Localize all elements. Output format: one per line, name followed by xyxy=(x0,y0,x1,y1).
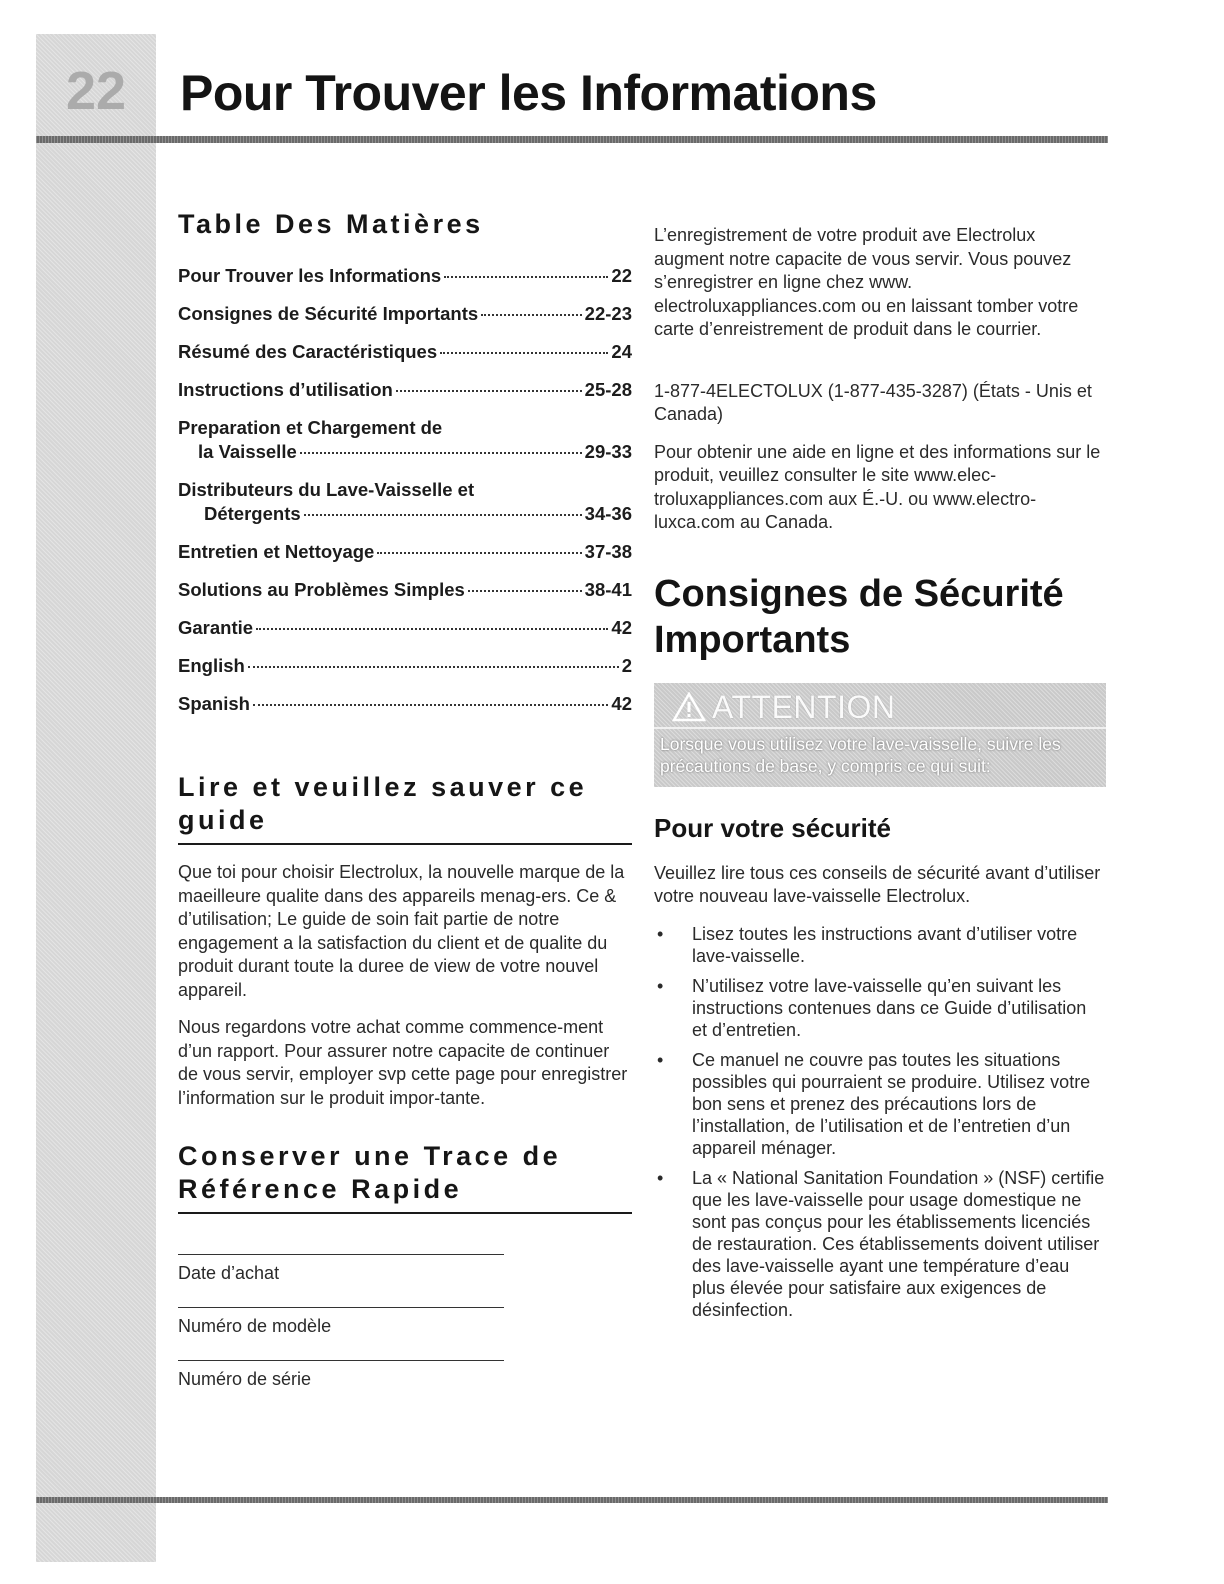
attention-text: Lorsque vous utilisez votre lave-vaisselle, suivre les précautions de base, y compris ce qui suit: xyxy=(660,733,1061,776)
list-item xyxy=(654,975,1106,1041)
toc-entry-label-continued: la Vaisselle xyxy=(198,441,297,462)
right-column xyxy=(654,224,1106,1329)
list-item xyxy=(654,1167,1106,1321)
header-rule xyxy=(36,136,1108,143)
toc-entry-page: 42 xyxy=(611,617,632,638)
read-guide-paragraph-2: Nous regardons votre achat comme commence-ment d’un rapport. Pour assurer notre capacite de continuer de vous servir, employer svp cette page pour enregistrer l’information sur le produit impor-tante. xyxy=(178,1017,628,1108)
heading-rule xyxy=(178,843,632,845)
model-number-line[interactable] xyxy=(178,1307,504,1308)
read-guide-section xyxy=(178,771,632,1110)
model-number-label: Numéro de modèle xyxy=(178,1316,332,1336)
toc-entry-label: Garantie xyxy=(178,617,254,638)
table-of-contents xyxy=(178,265,632,731)
toc-entry-page: 25-28 xyxy=(584,379,632,400)
toc-entry[interactable] xyxy=(178,541,632,579)
phone-paragraph: 1-877-4ELECTOLUX (1-877-435-3287) (États - Unis et Canada) xyxy=(654,380,1092,424)
toc-entry-page: 22 xyxy=(611,265,632,286)
bullet: • xyxy=(657,1167,664,1188)
toc-entry-page: 29-33 xyxy=(584,441,632,462)
toc-entry-page: 42 xyxy=(611,693,632,714)
toc-entry-label: Solutions au Problèmes Simples xyxy=(178,579,465,600)
toc-entry-label: Consignes de Sécurité Importants xyxy=(178,303,479,324)
safety-intro: Veuillez lire tous ces conseils de sécurité avant d’utiliser votre nouveau lave-vaisselle Electrolux. xyxy=(654,862,1101,906)
read-guide-paragraph-1: Que toi pour choisir Electrolux, la nouvelle marque de la maeilleure qualite dans des appareils menag-ers. Ce & d’utilisation; Le guide de soin fait partie de notre engagement a la satisfaction du client et de qualite du produit durant toute la duree de view de votre nouvel appareil. xyxy=(178,862,625,1000)
toc-entry-page: 22-23 xyxy=(584,303,632,324)
toc-entry[interactable] xyxy=(178,655,632,693)
toc-entry-label: English xyxy=(178,655,245,676)
record-section xyxy=(178,1140,632,1391)
toc-entry-label: Preparation et Chargement de xyxy=(178,417,443,438)
toc-entry-page: 24 xyxy=(611,341,632,362)
left-column xyxy=(178,208,632,1413)
toc-entry-page: 37-38 xyxy=(584,541,632,562)
list-item-text: La « National Sanitation Foundation » (NSF) certifie que les lave-vaisselle pour usage domestique ne sont pas conçus pour les établissements licenciés de restauration. Ces établissements doivent utiliser des lave-vaisselle ayant une température d’eau plus élevée pour satisfaire aux exigences de désinfection. xyxy=(692,1167,1105,1320)
toc-entry[interactable] xyxy=(178,417,632,465)
list-item-text: Ce manuel ne couvre pas toutes les situations possibles qui pourraient se produire. Utilisez votre bon sens et prenez des précautions lors de l’installation, de l’utilisation et de l’entretien d’un appareil ménager. xyxy=(692,1049,1091,1158)
dot-leader xyxy=(377,552,581,554)
dot-leader xyxy=(253,704,608,706)
safety-heading-line1: Consignes de Sécurité xyxy=(654,572,1064,615)
toc-entry-page: 2 xyxy=(621,655,632,676)
toc-entry[interactable] xyxy=(178,341,632,379)
heading-rule xyxy=(178,1212,632,1214)
dot-leader xyxy=(248,666,619,668)
purchase-date-line[interactable] xyxy=(178,1254,504,1255)
dot-leader xyxy=(256,628,608,630)
toc-entry-label: Résumé des Caractéristiques xyxy=(178,341,438,362)
toc-entry[interactable] xyxy=(178,479,632,527)
toc-entry-label: Spanish xyxy=(178,693,250,714)
purchase-date-label: Date d’achat xyxy=(178,1263,280,1283)
safety-heading xyxy=(654,571,1106,663)
page-number: 22 xyxy=(65,61,127,121)
toc-entry-page: 38-41 xyxy=(584,579,632,600)
toc-entry[interactable] xyxy=(178,693,632,731)
read-guide-heading-line1: Lire et veuillez sauver ce xyxy=(178,772,588,802)
record-heading-line2: Référence Rapide xyxy=(178,1174,463,1204)
toc-heading: Table Des Matières xyxy=(178,209,484,239)
dot-leader xyxy=(300,452,582,454)
read-guide-heading-line2: guide xyxy=(178,805,268,835)
dot-leader xyxy=(468,590,582,592)
attention-box xyxy=(654,683,1106,787)
list-item-text: Lisez toutes les instructions avant d’utiliser votre lave-vaisselle. xyxy=(692,923,1078,966)
dot-leader xyxy=(481,314,581,316)
online-help-paragraph: Pour obtenir une aide en ligne et des informations sur le produit, veuillez consulter le site www.elec-troluxappliances.com aux É.-U. ou www.electro-luxca.com au Canada. xyxy=(654,441,1101,532)
safety-list xyxy=(654,923,1106,1321)
toc-entry[interactable] xyxy=(178,579,632,617)
side-band xyxy=(36,34,156,1562)
read-guide-heading xyxy=(178,771,632,837)
dot-leader xyxy=(440,352,608,354)
toc-entry-label: Pour Trouver les Informations xyxy=(178,265,442,286)
bullet: • xyxy=(657,1049,664,1070)
list-item xyxy=(654,1049,1106,1159)
toc-entry[interactable] xyxy=(178,379,632,417)
toc-entry-label: Instructions d’utilisation xyxy=(178,379,393,400)
record-heading-line1: Conserver une Trace de xyxy=(178,1141,562,1171)
toc-entry[interactable] xyxy=(178,617,632,655)
footer-rule xyxy=(36,1497,1108,1503)
bullet: • xyxy=(657,923,664,944)
toc-entry-page: 34-36 xyxy=(584,503,632,524)
dot-leader xyxy=(396,390,582,392)
registration-paragraph: L’enregistrement de votre produit ave Electrolux augment notre capacite de vous servir. Vous pouvez s’enregistrer en ligne chez www. electroluxappliances.com ou en laissant tomber votre carte d’enreistrement de produit dans le courrier. xyxy=(654,225,1079,339)
list-item-text: N’utilisez votre lave-vaisselle qu’en suivant les instructions contenues dans ce Guide d’utilisation et d’entretien. xyxy=(692,975,1087,1040)
list-item xyxy=(654,923,1106,967)
page-title: Pour Trouver les Informations xyxy=(180,65,877,121)
attention-label: ATTENTION xyxy=(712,688,896,725)
toc-entry-label: Entretien et Nettoyage xyxy=(178,541,375,562)
dot-leader xyxy=(304,514,582,516)
serial-number-label: Numéro de série xyxy=(178,1369,312,1389)
safety-heading-line2: Importants xyxy=(654,618,851,661)
toc-entry-label: Distributeurs du Lave-Vaisselle et xyxy=(178,479,475,500)
bullet: • xyxy=(657,975,664,996)
attention-title xyxy=(672,689,895,726)
serial-number-line[interactable] xyxy=(178,1360,504,1361)
warning-triangle-icon xyxy=(672,692,706,722)
record-heading xyxy=(178,1140,632,1206)
toc-entry-label-continued: Détergents xyxy=(204,503,301,524)
dot-leader xyxy=(444,276,608,278)
your-safety-heading: Pour votre sécurité xyxy=(654,812,891,843)
toc-entry[interactable] xyxy=(178,265,632,303)
toc-entry[interactable] xyxy=(178,303,632,341)
attention-rule xyxy=(654,727,1106,729)
